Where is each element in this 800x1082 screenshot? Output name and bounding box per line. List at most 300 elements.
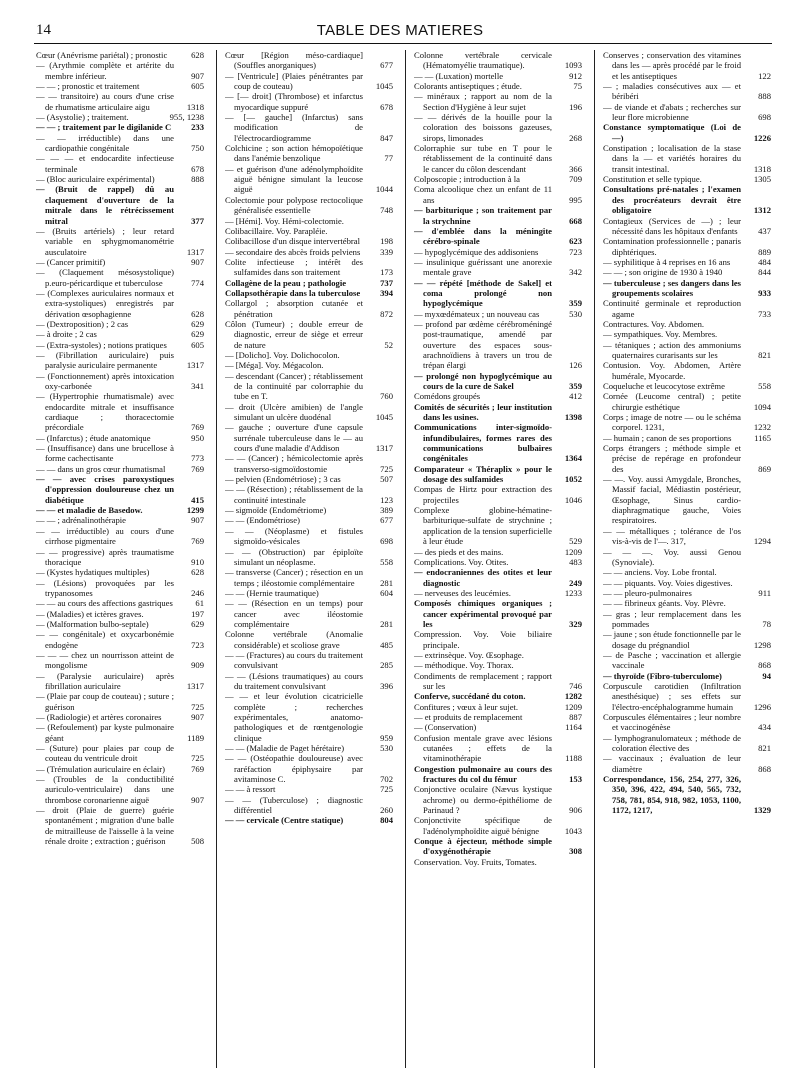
index-entry-page: 760 [380, 391, 393, 402]
index-entry-text: — (Arythmie complète et artérite du membre inférieur. [36, 60, 174, 81]
index-entry-text: Contamination professionnelle ; panaris diphtériques. [603, 236, 741, 257]
index-entry-text: — myxœdémateux ; un nouveau cas [414, 308, 540, 319]
index-entry [36, 112, 204, 122]
index-entry-text: — secondaire des abcès froids pelviens [225, 246, 361, 257]
page-title: TABLE DES MATIERES [316, 22, 484, 39]
index-entry [603, 733, 771, 754]
index-entry-text: — (Plaie par coup de couteau) ; suture ; guérison [36, 691, 174, 712]
index-entry [225, 515, 393, 525]
index-entry [225, 815, 393, 825]
index-entry-page: 1398 [564, 412, 582, 423]
index-entry-page: 773 [191, 453, 204, 464]
index-entry-text: — — ; traitement par le digilanide C [36, 122, 172, 133]
index-entry-page: 804 [380, 815, 393, 826]
index-entry [36, 391, 204, 432]
index-entry-text: — [— droit] (Thrombose) et infarctus myocardique suppuré [225, 91, 363, 112]
index-entry-page: 1189 [187, 732, 204, 743]
index-entry-text: — gras ; leur remplacement dans les pommades [603, 608, 741, 629]
index-entry [414, 557, 582, 567]
index-entry-page: 1093 [564, 60, 582, 71]
index-columns [36, 50, 774, 1068]
index-entry-page: 558 [380, 556, 393, 567]
index-entry-text: — — (Néoplasme) et fistules sigmoïdo-vésicales [225, 525, 363, 547]
index-entry-page: 628 [191, 567, 204, 578]
index-entry-text: — — (Résection) ; rétablissement de la continuité intestinale [225, 484, 363, 505]
index-entry-text: — humain ; canon de ses proportions [603, 432, 732, 443]
index-entry [225, 567, 393, 588]
index-entry [36, 153, 204, 174]
index-entry-text: Corpuscule carotidien (Infiltration anesthésique) ; ses effets sur l'électro-encéphalogramme humain [603, 680, 741, 712]
index-entry [225, 247, 393, 257]
index-entry-page: 769 [191, 763, 204, 774]
index-entry [36, 598, 204, 608]
index-entry-page: 233 [191, 122, 204, 133]
index-entry-text: — (Troubles de la conductibilité auriculo-ventriculaire) dans une thrombose coronarienne aiguë [36, 774, 174, 805]
index-entry-text: — — irréductible) au cours d'une cirrhose pigmentaire [36, 525, 174, 547]
index-entry [225, 474, 393, 484]
index-entry-page: 677 [380, 515, 393, 526]
index-entry [414, 588, 582, 598]
index-entry-page: 769 [191, 536, 204, 547]
index-entry [414, 691, 582, 701]
index-entry [225, 650, 393, 671]
index-entry [414, 660, 582, 670]
index-entry [225, 288, 393, 298]
index-entry [603, 578, 771, 588]
index-entry-text: — tuberculeuse ; ses dangers dans les groupements scolaires [603, 277, 741, 298]
index-entry-page: 483 [569, 556, 582, 567]
index-entry [225, 743, 393, 753]
index-entry-page: 907 [191, 712, 204, 722]
index-entry [603, 340, 771, 361]
index-entry-text: — [Ventricule] (Plaies pénétrantes par coup de couteau) [225, 70, 363, 92]
index-entry [414, 174, 582, 184]
index-entry-page: 995 [569, 194, 582, 205]
index-entry [603, 629, 771, 650]
index-entry-text: — vaccinaux ; évaluation de leur diamètre [603, 753, 741, 774]
index-entry-text: — — pleuro-pulmonaires [603, 587, 692, 598]
index-entry-text: — profond par œdème cérébroméningé post-traumatique, amendé par ouverture des espaces sous-arachnoïdiens à travers un trou de trépan élargi [414, 318, 552, 371]
index-entry [414, 629, 582, 650]
index-entry-page: 1233 [564, 587, 582, 598]
index-entry [603, 184, 771, 215]
index-entry-text: Condiments de remplacement ; rapport sur les [414, 670, 552, 691]
index-entry-page: 281 [380, 618, 393, 629]
index-entry-text: — — fibrineux géants. Voy. Plèvre. [603, 598, 726, 609]
index-entry-text: — des pieds et des mains. [414, 546, 504, 557]
index-entry-text: — — — et endocardite infectieuse terminale [36, 153, 174, 174]
index-entry [603, 671, 771, 681]
index-entry-text: — — dans un gros cœur rhumatismal [36, 463, 166, 474]
index-entry [603, 381, 771, 391]
index-entry-text: — thyroïde (Fibro-tuberculome) [603, 670, 722, 681]
index-entry [36, 267, 204, 288]
index-entry-page: 123 [380, 494, 393, 505]
index-entry [603, 319, 771, 329]
index-entry-text: — — (Luxation) mortelle [414, 70, 504, 81]
index-entry-page: 629 [191, 318, 204, 329]
index-entry [225, 112, 393, 143]
index-entry [36, 629, 204, 650]
index-entry-page: 821 [758, 743, 771, 754]
index-entry [603, 526, 771, 547]
index-entry-text: — (Insuffisance) dans une brucellose à forme cachectisante [36, 443, 174, 464]
index-entry [36, 133, 204, 154]
index-entry-text: Comparateur « Théraplix » pour le dosage des sulfamides [414, 463, 552, 485]
index-entry-text: — — et maladie de Basedow. [36, 505, 143, 516]
page-number: 14 [36, 22, 51, 38]
index-entry [603, 588, 771, 598]
index-entry [414, 50, 582, 71]
index-entry-page: 342 [569, 267, 582, 278]
index-entry-text: — descendant (Cancer) ; rétablissement de la continuité par colorraphie du tube en T. [225, 370, 363, 402]
index-entry-text: Collagène de la peau ; pathologie [225, 277, 347, 288]
index-entry [225, 753, 393, 784]
index-entry-page: 558 [758, 381, 771, 391]
index-entry-page: 507 [380, 474, 393, 485]
index-entry-page: 628 [191, 308, 204, 319]
index-entry-text: — méthodique. Voy. Thorax. [414, 660, 514, 671]
index-entry-page: 153 [569, 774, 582, 785]
index-entry-page: 1232 [753, 422, 771, 433]
index-entry-page: 78 [762, 618, 771, 629]
index-entry-text: — (Conservation) [414, 722, 477, 733]
index-entry-text: Colorants antiseptiques ; étude. [414, 81, 522, 92]
index-entry [414, 702, 582, 712]
index-entry [225, 588, 393, 598]
index-entry-page: 246 [191, 587, 204, 598]
index-entry-text: — syphilitique à 4 reprises en 16 ans [603, 256, 731, 267]
index-entry [414, 764, 582, 785]
index-entry-text: Compas de Hirtz pour extraction des projectiles [414, 484, 552, 505]
index-entry [603, 681, 771, 712]
index-entry-page: 396 [380, 680, 393, 691]
index-entry-page: 628 [191, 50, 204, 60]
index-entry [36, 433, 204, 443]
index-entry [414, 184, 582, 205]
index-entry [414, 112, 582, 143]
index-entry-page: 281 [380, 577, 393, 588]
index-entry [414, 857, 582, 867]
index-entry [603, 50, 771, 81]
index-entry-text: — [Hémi]. Voy. Hémi-colectomie. [225, 215, 344, 226]
index-entry-text: Cornée (Leucome central) ; petite chirurgie esthétique [603, 391, 741, 412]
index-entry-text: — sympathiques. Voy. Membres. [603, 329, 718, 340]
index-entry-text: — — transitoire) au cours d'une crise de rhumatisme articulaire aigu [36, 91, 174, 112]
index-entry [225, 216, 393, 226]
index-entry [36, 350, 204, 371]
index-entry-page: 725 [191, 701, 204, 712]
index-entry [225, 453, 393, 474]
index-entry-text: — — (Obstruction) par épiploïte simulant un néoplasme. [225, 546, 363, 567]
index-entry-text: — (Hypertrophie rhumatismale) avec endocardite mitrale et insuffisance cardiaque ; thoracectomie précordiale [36, 391, 174, 433]
index-entry-text: Conjonctivite spécifique de l'adénolymphoïdite aiguë bénigne [414, 815, 552, 836]
index-entry-page: 415 [191, 494, 204, 505]
index-entry-text: Corps ; image de notre — ou le schéma corporel. 1231, [603, 412, 741, 433]
index-entry-text: Corpuscules élémentaires ; leur nombre et vaccinogénèse [603, 712, 741, 733]
index-entry-text: — — métalliques ; tolérance de l'os vis-à-vis de l'—. 317, [603, 525, 741, 547]
index-entry-text: — transverse (Cancer) ; résection en un temps ; iléostomie complémentaire [225, 567, 363, 588]
index-entry-page: 1364 [564, 453, 582, 464]
index-entry-text: — — dérivés de la houille pour la coloration des boissons gazeuses, sirops, limonades [414, 112, 552, 143]
index-entry-text: — de viande et d'abats ; recherches sur leur flore microbienne [603, 101, 741, 123]
index-entry-page: 359 [569, 381, 582, 391]
index-entry-text: — gauche ; ouverture d'une capsule surrénale tuberculeuse dans le — au cours d'une maladie d'Addison [225, 422, 363, 454]
index-entry-text: Conserves ; conservation des vitamines dans les — après procédé par le froid et les antiseptiques [603, 50, 741, 81]
index-entry [414, 205, 582, 226]
index-entry-page: 844 [758, 267, 771, 278]
index-entry [603, 143, 771, 174]
index-entry [36, 464, 204, 474]
index-entry-text: Conjonctive oculaire (Nævus kystique achrome) ou dermo-épithéliome de Parinaud ? [414, 784, 552, 816]
index-entry [36, 371, 204, 392]
index-entry-text: Constance symptomatique (Loi de —) [603, 122, 741, 143]
index-entry-page: 888 [758, 91, 771, 102]
index-entry-text: Colonne vertébrale (Anomalie considérable) et scoliose grave [225, 629, 363, 650]
index-entry-page: 889 [758, 246, 771, 257]
index-entry-page: 887 [569, 712, 582, 722]
index-entry [414, 722, 582, 732]
index-entry [36, 474, 204, 505]
index-entry [603, 81, 771, 102]
index-entry-page: 933 [758, 287, 771, 298]
index-entry [603, 609, 771, 630]
index-entry [414, 402, 582, 423]
index-entry-page: 485 [380, 639, 393, 650]
index-entry-text: — (Lésions) provoquées par les trypanosomes [36, 577, 174, 598]
index-entry-page: 61 [195, 598, 204, 609]
index-entry-text: — (Bruits artériels) ; leur retard variable en sphygmomanométrie ausculatoire [36, 225, 174, 257]
index-entry-page: 769 [191, 463, 204, 474]
index-entry-text: — (Trémulation auriculaire en éclair) [36, 763, 166, 774]
index-entry [414, 650, 582, 660]
index-entry-page: 308 [569, 846, 582, 857]
index-entry-page: 77 [384, 153, 393, 164]
index-entry [36, 691, 204, 712]
index-entry-page: 1045 [375, 412, 393, 423]
index-entry [603, 598, 771, 608]
index-entry-text: — nerveuses des leucémies. [414, 587, 511, 598]
index-entry [225, 784, 393, 794]
index-entry [414, 547, 582, 557]
index-entry [414, 484, 582, 505]
index-entry-text: — et guérison d'une adénolymphoïdite aiguë bénigne simulant la leucose aiguë [225, 163, 363, 195]
index-entry [225, 402, 393, 423]
index-entry [225, 236, 393, 246]
index-entry-page: 530 [569, 308, 582, 319]
index-entry-text: — (Suture) pour plaies par coup de couteau du ventricule droit [36, 743, 174, 764]
index-entry-text: — (Kystes hydatiques multiples) [36, 567, 150, 578]
index-entry-text: — — répété [méthode de Sakel] et coma prolongé non hypoglycémique [414, 277, 552, 309]
index-entry [225, 350, 393, 360]
index-entry-text: — minéraux ; rapport au nom de la Section d'Hygiène à leur sujet [414, 91, 552, 112]
index-entry [225, 91, 393, 112]
index-entry-page: 329 [569, 618, 582, 629]
index-entry [36, 340, 204, 350]
index-entry [603, 774, 771, 815]
index-entry-text: Contusion. Voy. Abdomen, Artère humérale, Myocarde. [603, 360, 741, 381]
index-entry-page: 359 [569, 298, 582, 309]
index-entry-text: — — —. Voy. aussi Genou (Synoviale). [603, 546, 741, 567]
index-entry [414, 371, 582, 392]
index-entry [36, 526, 204, 547]
index-entry-page: 888 [191, 174, 204, 185]
index-entry-page: 1312 [753, 205, 771, 216]
index-entry-text: Colite infectieuse ; intérêt des sulfamides dans son traitement [225, 256, 363, 278]
index-entry-text: Corps étrangers ; méthode simple et précise de repérage en profondeur des [603, 443, 741, 474]
index-entry-page: 910 [191, 556, 204, 567]
index-entry-text: — — avec crises paroxystiques d'oppression douloureuse chez un diabétique [36, 474, 174, 505]
index-entry-text: Communications inter-sigmoïdo-infundibulaires, formes rares des communications bulbaires congénitales [414, 422, 552, 464]
index-entry [36, 505, 204, 515]
index-entry [603, 329, 771, 339]
index-entry-page: 1043 [564, 825, 582, 836]
index-entry-text: — — (Résection en un temps) pour cancer avec iléostomie complémentaire [225, 598, 363, 629]
index-entry-page: 434 [758, 722, 771, 733]
index-entry-text: — (Fonctionnement) après intoxication oxy-carbonée [36, 370, 174, 391]
index-entry-page: 911 [758, 587, 771, 598]
index-entry [414, 784, 582, 815]
index-entry [414, 671, 582, 692]
index-entry-text: Conservation. Voy. Fruits, Tomates. [414, 856, 537, 867]
index-entry-text: Collapsothérapie dans la tuberculose [225, 287, 361, 298]
index-entry-page: 623 [569, 236, 582, 247]
index-entry-text: Conferve, succédané du coton. [414, 691, 526, 702]
index-entry-page: 268 [569, 132, 582, 143]
index-entry-page: 821 [758, 349, 771, 360]
index-entry-page: 847 [380, 132, 393, 143]
index-entry-page: 377 [191, 215, 204, 226]
index-entry-text: — — piquants. Voy. Voies digestives. [603, 577, 733, 588]
index-entry-text: Constitution et selle typique. [603, 174, 702, 185]
index-entry [225, 143, 393, 164]
index-entry-page: 750 [191, 143, 204, 154]
index-entry-page: 774 [191, 277, 204, 288]
index-column-2 [225, 50, 393, 1068]
index-entry [36, 619, 204, 629]
index-entry [36, 578, 204, 599]
index-entry [414, 464, 582, 485]
index-entry-page: 869 [758, 463, 771, 474]
index-entry [36, 515, 204, 525]
index-entry [414, 226, 582, 247]
page-header [0, 22, 800, 44]
index-entry-text: Comédons groupés [414, 391, 481, 402]
index-entry-page: 1296 [753, 701, 771, 712]
index-entry [36, 60, 204, 81]
index-entry [225, 50, 393, 71]
index-entry-page: 605 [191, 339, 204, 350]
index-entry-page: 94 [762, 670, 771, 681]
index-entry-text: — extrinsèque. Voy. Œsophage. [414, 649, 524, 660]
index-entry [225, 371, 393, 402]
index-entry-page: 1209 [564, 701, 582, 712]
index-entry-text: — droit (Ulcère amibien) de l'angle simulant un ulcère duodénal [225, 401, 363, 423]
index-entry-page: 1188 [565, 753, 582, 764]
index-entry-text: — ; maladies consécutives aux — et béribéri [603, 81, 741, 102]
index-entry [414, 71, 582, 81]
index-entry-page: 1305 [753, 174, 771, 185]
index-entry [414, 733, 582, 764]
index-entry-page: 872 [380, 308, 393, 319]
index-entry [36, 288, 204, 319]
index-entry-text: Complications. Voy. Otites. [414, 556, 509, 567]
index-entry [414, 319, 582, 371]
index-entry-page: 1209 [564, 546, 582, 557]
index-entry [225, 298, 393, 319]
index-entry-page: 725 [191, 753, 204, 764]
index-entry-text: Constipation ; localisation de la stase dans la — et variétés horaires du transit intestinal. [603, 143, 741, 174]
index-entry-page: 389 [380, 505, 393, 516]
index-entry [603, 474, 771, 526]
index-entry-text: — — et leur évolution cicatricielle complète ; recherches expérimentales, anatomo-pathologiques et de rœntgenologie clinique [225, 691, 363, 743]
index-entry [225, 319, 393, 350]
index-entry-page: 1329 [753, 805, 771, 816]
index-entry [225, 629, 393, 650]
index-entry [36, 184, 204, 225]
index-entry [36, 443, 204, 464]
index-entry-text: Composés chimiques organiques ; cancer expérimental provoqué par les [414, 598, 552, 629]
index-entry-text: — (Paralysie auriculaire) après fibrillation auriculaire [36, 670, 174, 691]
header-rule [34, 43, 772, 44]
index-entry-page: 1317 [186, 360, 204, 371]
index-entry [225, 422, 393, 453]
index-entry-page: 1044 [375, 184, 393, 195]
index-entry-page: 198 [380, 236, 393, 247]
index-entry-text: — — ; adrénalinothérapie [36, 515, 126, 526]
index-entry-page: 1282 [564, 691, 582, 702]
index-entry-text: — lymphogranulomateux ; méthode de coloration élective des [603, 732, 741, 754]
index-entry-text: — — ; pronostic et traitement [36, 81, 140, 92]
index-entry-page: 1045 [375, 81, 393, 92]
index-entry-text: — (Asystolie) ; traitement. [36, 112, 129, 123]
index-entry [225, 547, 393, 568]
index-entry-page: 748 [380, 205, 393, 216]
index-entry [36, 609, 204, 619]
index-column-4 [603, 50, 771, 1068]
index-entry-text: — à droite ; 2 cas [36, 329, 97, 340]
index-entry [603, 216, 771, 237]
index-entry-page: 437 [758, 225, 771, 236]
index-entry [225, 164, 393, 195]
index-entry-page: 394 [380, 287, 393, 298]
index-entry-page: 339 [380, 246, 393, 257]
index-entry-page: 868 [758, 660, 771, 671]
index-entry-text: — — (Ostéopathie douloureuse) avec raréfaction épiphysaire par avitaminose C. [225, 753, 363, 785]
index-entry-text: — — (Endométriose) [225, 515, 300, 526]
index-entry-text: — [Dolicho]. Voy. Dolichocolon. [225, 349, 340, 360]
index-entry [414, 712, 582, 722]
index-entry [603, 298, 771, 319]
index-entry [225, 598, 393, 629]
index-entry-text: — — ; son origine de 1930 à 1940 [603, 267, 723, 278]
index-entry-page: 126 [569, 360, 582, 371]
index-entry-text: — (Claquement mésosystolique) p.euro-péricardique et tuberculose [36, 267, 174, 288]
index-entry [36, 91, 204, 112]
index-entry [603, 267, 771, 277]
index-entry [603, 102, 771, 123]
index-entry [225, 360, 393, 370]
index-entry-text: — (Complexes auriculaires normaux et extra-systoliques) enregistrés par dérivation œsophagienne [36, 287, 174, 319]
index-entry [414, 567, 582, 588]
index-entry-text: Colchicine ; son action hémopoïétique dans l'anémie benzolique [225, 143, 363, 164]
index-entry-text: — endocraniennes des otites et leur diagnostic [414, 567, 552, 588]
index-entry [603, 547, 771, 568]
index-entry-page: 508 [191, 836, 204, 847]
index-entry-page: 629 [191, 618, 204, 629]
index-entry [603, 278, 771, 299]
index-entry-page: 1165 [754, 432, 771, 443]
